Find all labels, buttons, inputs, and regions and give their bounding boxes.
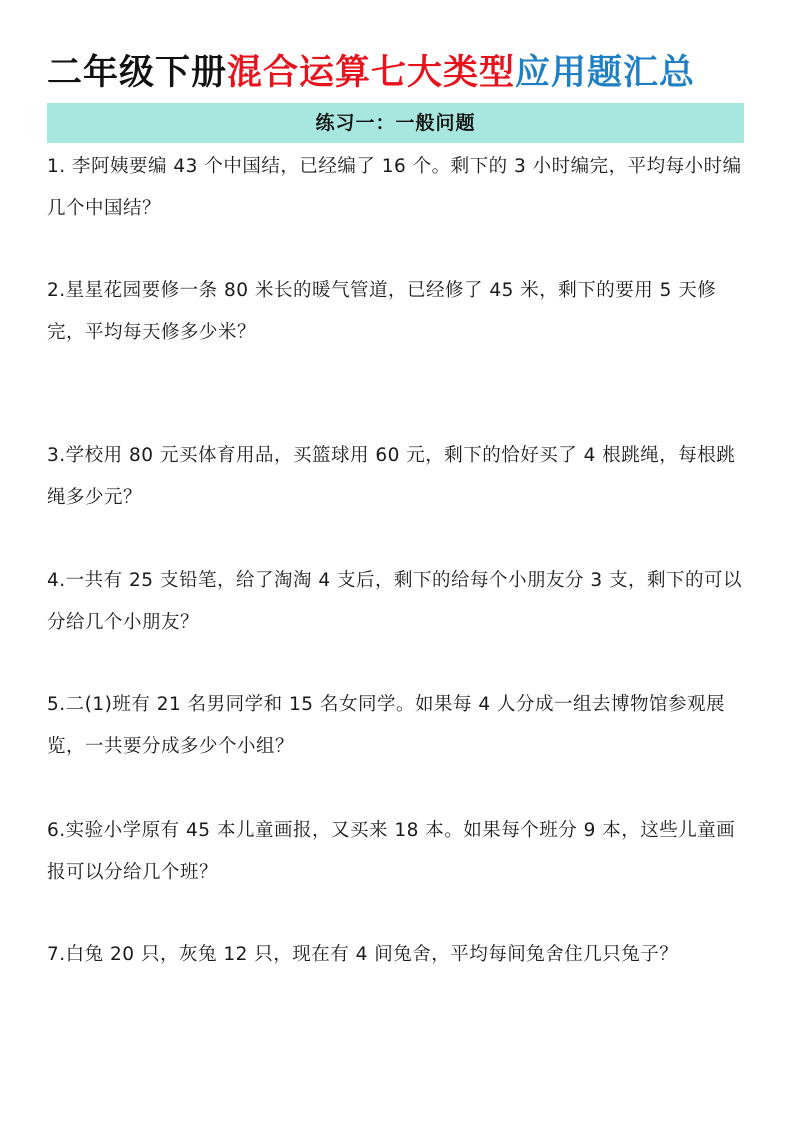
title-topic: 混合运算七大类型	[227, 53, 516, 93]
question-7: 7.白兔 20 只，灰兔 12 只，现在有 4 间兔舍，平均每间兔舍住几只兔子？	[47, 944, 679, 965]
question-4: 4.一共有 25 支铅笔，给了淘淘 4 支后，剩下的给每个小朋友分 3 支，剩下的可以分给几个小朋友？	[47, 570, 743, 633]
question-6: 6.实验小学原有 45 本儿童画报，又买来 18 本。如果每个班分 9 本，这些儿童画报可以分给几个班？	[47, 820, 736, 883]
question-1: 1. 李阿姨要编 43 个中国结，已经编了 16 个。剩下的 3 小时编完，平均每小时编几个中国结？	[47, 156, 742, 219]
page-title	[47, 48, 695, 98]
section-heading: 练习一：一般问题	[47, 103, 744, 143]
title-summary: 应用题汇总	[515, 53, 696, 93]
question-5: 5.二(1)班有 21 名男同学和 15 名女同学。如果每 4 人分成一组去博物馆参观展览，一共要分成多少个小组？	[47, 694, 725, 757]
question-3: 3.学校用 80 元买体育用品，买篮球用 60 元，剩下的恰好买了 4 根跳绳，每根跳绳多少元？	[47, 445, 736, 508]
title-grade: 二年级下册	[47, 53, 228, 93]
question-2: 2.星星花园要修一条 80 米长的暖气管道，已经修了 45 米，剩下的要用 5 天修完，平均每天修多少米？	[47, 280, 717, 343]
